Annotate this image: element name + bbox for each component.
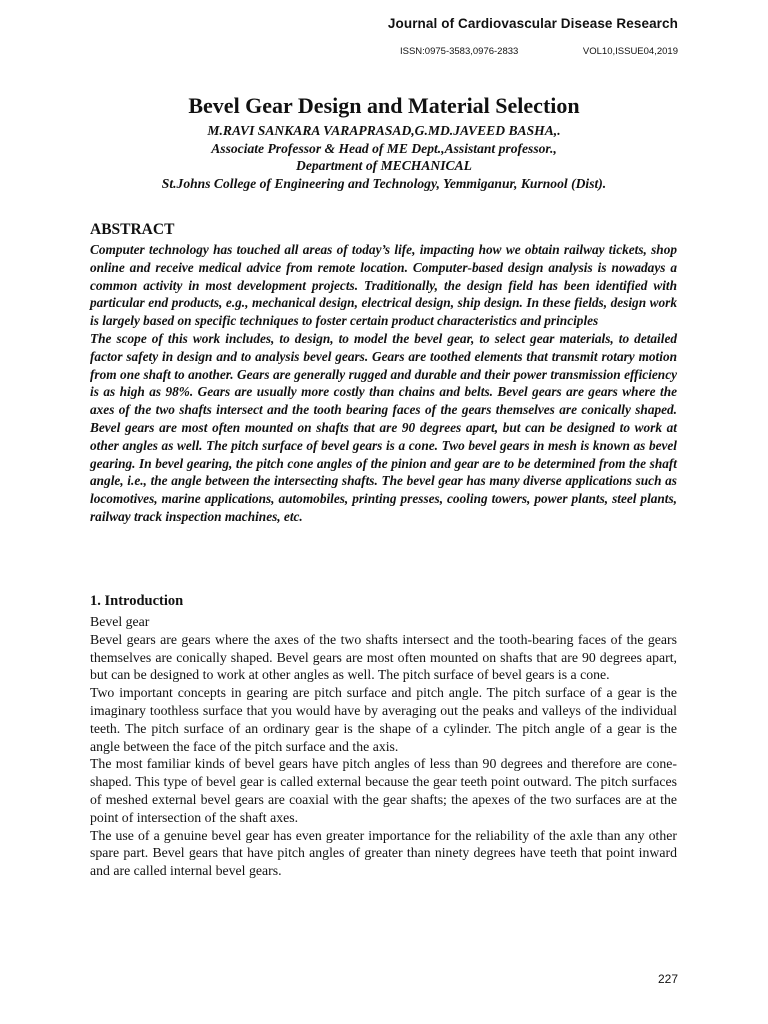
abstract-heading: ABSTRACT — [90, 221, 175, 238]
paper-title: Bevel Gear Design and Material Selection — [188, 93, 580, 118]
introduction-body — [90, 613, 677, 880]
introduction-paragraph-3: The most familiar kinds of bevel gears have pitch angles of less than 90 degrees and therefore are cone-shaped. This type of bevel gear is called external because the gear teeth point outward. The pitch surfaces of meshed external bevel gears are coaxial with the gear shafts; the apexes of the two surfaces are at the point of intersection of the shaft axes. — [90, 756, 677, 825]
abstract-paragraph-1: Computer technology has touched all areas of today’s life, impacting how we obtain railway tickets, shop online and receive medical advice from remote location. Computer-based design analysis is nowadays a common activity in most development projects. Traditionally, the design field has been identified with particular end products, e.g., mechanical design, electrical design, ship design. In these fields, design work is largely based on specific techniques to foster certain product characteristics and principles — [90, 242, 677, 329]
introduction-paragraph-1: Bevel gears are gears where the axes of the two shafts intersect and the tooth-bearing faces of the gears themselves are conically shaped. Bevel gears are most often mounted on shafts that are 90 degrees apart, but can be designed to work at other angles as well. The pitch surface of bevel gears is a cone. — [90, 631, 677, 683]
institution: St.Johns College of Engineering and Technology, Yemmiganur, Kurnool (Dist). — [161, 176, 607, 191]
introduction-subheading: Bevel gear — [90, 614, 150, 629]
author-roles: Associate Professor & Head of ME Dept.,Assistant professor., — [211, 141, 557, 156]
issn-number: ISSN:0975-3583,0976-2833 — [400, 46, 519, 57]
introduction-paragraph-4: The use of a genuine bevel gear has even greater importance for the reliability of the axle than any other spare part. Bevel gears that have pitch angles of greater than ninety degrees have teeth that point inward and are called internal bevel gears. — [90, 827, 677, 879]
journal-name: Journal of Cardiovascular Disease Research — [387, 16, 678, 31]
page-number: 227 — [657, 972, 678, 986]
volume-issue: VOL10,ISSUE04,2019 — [582, 46, 678, 57]
authors: M.RAVI SANKARA VARAPRASAD,G.MD.JAVEED BASHA,. — [207, 123, 561, 138]
abstract-paragraph-2: The scope of this work includes, to design, to model the bevel gear, to select gear materials, to detailed factor safety in design and to analysis bevel gears. Gears are toothed elements that transmit rotary motion from one shaft to another. Gears are generally rugged and durable and their power transmission efficiency is as high as 98%. Gears are usually more costly than chains and belts. Bevel gears are gears where the axes of the two shafts intersect and the tooth bearing faces of the gears themselves are conically shaped. Bevel gears are most often mounted on shafts that are 90 degrees apart, but can be designed to work at other angles as well. The pitch surface of bevel gears is a cone. Two bevel gears in mesh is known as bevel gearing. In bevel gearing, the pitch cone angles of the pinion and gear are to be determined from the shaft angle, i.e., the angle between the intersecting shafts. The bevel gear has many diverse applications such as locomotives, marine applications, automobiles, printing presses, cooling towers, power plants, steel plants, railway track inspection machines, etc. — [90, 330, 677, 524]
department: Department of MECHANICAL — [296, 158, 472, 173]
introduction-paragraph-2: Two important concepts in gearing are pitch surface and pitch angle. The pitch surface of a gear is the imaginary toothless surface that you would have by averaging out the peaks and valleys of the individual teeth. The pitch surface of an ordinary gear is the shape of a cylinder. The pitch angle of a gear is the angle between the face of the pitch surface and the axis. — [90, 685, 677, 754]
introduction-heading: 1. Introduction — [90, 593, 184, 609]
abstract-body — [90, 241, 677, 526]
